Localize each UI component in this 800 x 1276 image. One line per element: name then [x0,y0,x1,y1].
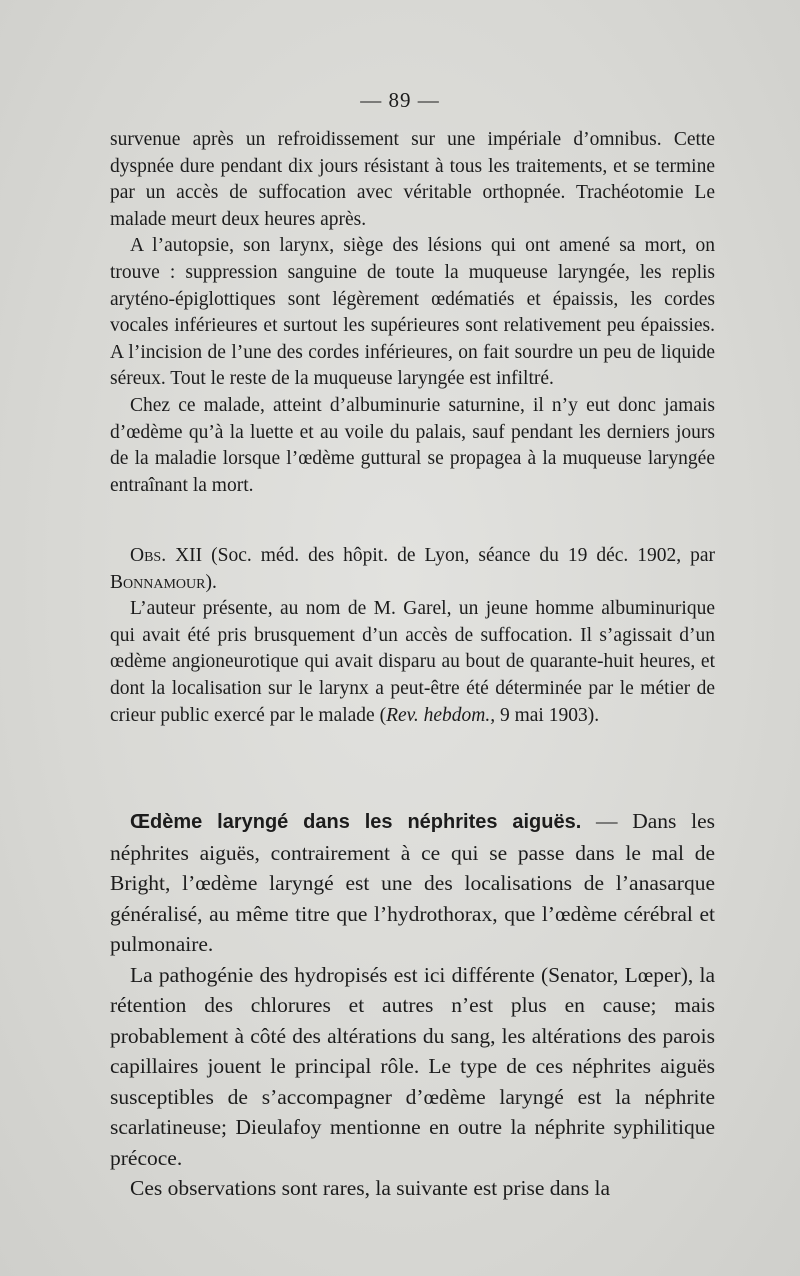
garel-text: L’auteur présente, au nom de M. Garel, un jeune homme albuminurique qui avait été pris brusquement d’un accès de suffocation. Il s’agissait d’un œdème angioneurotique qui avait disparu au bout de quarante-huit heures, et dont la localisation sur le larynx a peut-être été déterminée par le métier de crieur public exercé par le malade ( [110,598,715,726]
obs-end: ). [205,571,217,593]
garel-journal: Rev. hebdom., [386,704,496,726]
section-nephrites-aigues [110,806,715,1204]
garel-date: 9 mai 1903). [495,704,600,726]
obs-label: Obs. [130,545,167,566]
section-intro-paragraph [110,806,715,960]
paragraph-garel [110,596,715,729]
obs-author: Bonnamour [110,571,206,593]
observation-continuation [110,127,715,499]
paragraph-observations: Ces observations sont rares, la suivante est prise dans la [130,1176,611,1200]
observation-reference [110,543,715,596]
section-intro-text: — Dans les néphrites aiguës, contrairement à ce qui se passe dans le mal de Bright, l’œdème laryngé est une des localisations de l’anasarque généralisé, au même titre que l’hydrothorax, que l’œdème cérébral et pulmonaire. [110,809,715,956]
paragraph-conclusion: Chez ce malade, atteint d’albuminurie saturnine, il n’y eut donc jamais d’œdème qu’à la luette et au voile du palais, sauf pendant les derniers jours de la maladie lorsque l’œdème guttural se propagea à la muqueuse laryngée entraînant la mort. [110,394,715,496]
section-heading: Œdème laryngé dans les néphrites aiguës. [130,811,582,833]
paragraph-autopsie: A l’autopsie, son larynx, siège des lésions qui ont amené sa mort, on trouve : suppression sanguine de toute la muqueuse laryngée, les replis aryténo-épiglottiques sont légèrement œdématiés et épaissis, les cordes vocales inférieures et surtout les supérieures sont relativement peu épaissies. A l’incision de l’une des cordes inférieures, on fait sourdre un peu de liquide séreux. Tout le reste de la muqueuse laryngée est infiltré. [110,235,715,390]
observation-xii [110,543,715,729]
paragraph-pathogenie: La pathogénie des hydropisés est ici différente (Senator, Lœper), la rétention des chlorures et autres n’est plus en cause; mais probablement à côté des altérations du sang, les altérations des parois capillaires jouent le principal rôle. Le type de ces néphrites aiguës susceptibles de s’accompagner d’œdème laryngé est la néphrite scarlatineuse; Dieulafoy mentionne en outre la néphrite syphilitique précoce. [110,962,715,1170]
paragraph-dyspnee: survenue après un refroidissement sur une impériale d’omnibus. Cette dyspnée dure pendant dix jours résistant à tous les traitements, et se termine par un accès de suffocation avec véritable orthopnée. Trachéotomie Le malade meurt deux heures après. [110,129,715,230]
page-number: — 89 — [360,88,440,112]
obs-source: XII (Soc. méd. des hôpit. de Lyon, séance du 19 déc. 1902, par [166,545,715,566]
